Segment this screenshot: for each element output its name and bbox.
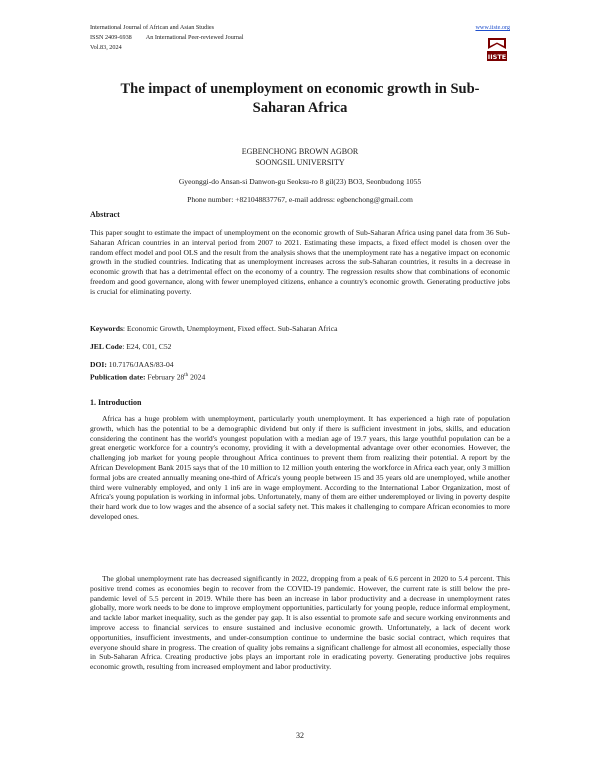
pubdate-label: Publication date: [90, 372, 146, 382]
pubdate-value: February 28 [145, 372, 185, 382]
pubdate-sup: th [184, 373, 189, 378]
paper-title: The impact of unemployment on economic growth in Sub-Saharan Africa [120, 81, 480, 116]
svg-text:IISTE: IISTE [487, 53, 507, 61]
doi-line [90, 360, 174, 370]
journal-url-link[interactable]: www.iiste.org [475, 24, 510, 31]
jel-value: : E24, C01, C52 [122, 342, 172, 351]
keywords-line [90, 324, 337, 334]
keywords-label: Keywords [90, 324, 123, 333]
journal-header [90, 23, 510, 73]
intro-paragraph-2: The global unemployment rate has decreased significantly in 2022, dropping from a peak of 6.6 percent in 2020 to 5.4 percent. This positive trend comes as economies begin to recover from the COVID-19 pandemic. However, the current rate is still below the pre-pandemic level of 5.5 percent in 2019. While there has been an increase in labor productivity and a decrease in unemployment rates globally, more work needs to be done to improve employment opportunities, particularly for young people, reduce informal employment, and tackle labor market inequality, such as the gender pay gap. It is also essential to promote safe and secure working environments and improve access to financial services to ensure sustained and inclusive economic growth. Unfortunately, a lack of decent work opportunities, insufficient investments, and under-consumption continue to undermine the basic social contract, which requires that everyone should share in progress. The creation of quality jobs remains a significant challenge for almost all economies, especially those in Sub-Saharan Africa. Creating productive jobs plays an important role in eradicating poverty. Generating productive jobs requires economic growth, resulting from increased employment and labor productivity. [90, 574, 510, 672]
section-heading: 1. Introduction [90, 398, 142, 407]
intro-paragraph-1: Africa has a huge problem with unemployment, particularly youth unemployment. It has experienced a high rate of population growth, which has the potential to be a demographic dividend but only if there is sufficient investment in jobs, skills, and education considering the continent has the world's youngest population with a median age of 19.7 years, this large youthful population can be a great energetic workforce for a country's economy, providing it with a developmental advantage over other economies. However, the challenging job market for young people throughout Africa continues to prevent them from realizing their potential. A report by the African Development Bank 2015 says that of the 10 million to 12 million youth entering the workforce in Africa each year, only 3 million formal jobs are created annually meaning one-third of Africa's young people between 15 and 35 years old are unemployed, while another third were vulnerably employed, and only 1 in6 are in wage employment. According to the International Labor Organization, most of Africa's young population is working in informal jobs. Unfortunately, many of them are either underemployed or living in poverty despite their hard work due to low wages and the absence of a social safety net. This makes it challenging to compare African economies to more developed ones. [90, 414, 510, 521]
pubdate-line [90, 371, 205, 383]
peer-review-label: An International Peer-reviewed Journal [145, 34, 244, 41]
doi-value: 10.7176/JAAS/83-04 [106, 360, 174, 369]
volume: Vol.83, 2024 [90, 44, 122, 51]
doi-label: DOI: [90, 360, 107, 369]
author-address: Gyeonggi-do Ansan-si Danwon-gu Seoksu-ro 8 gil(23) BO3, Seonbudong 1055 [178, 177, 422, 186]
issn-line [90, 33, 510, 43]
jel-label: JEL Code [90, 342, 123, 351]
author-name: EGBENCHONG BROWN AGBOR [241, 147, 359, 156]
journal-name: International Journal of African and Asian Studies [90, 24, 215, 31]
author-contact: Phone number: +821048837767, e-mail address: egbenchong@gmail.com [187, 195, 413, 204]
jel-line [90, 342, 171, 352]
page-number: 32 [296, 731, 304, 740]
issn: ISSN 2409-6938 [90, 34, 132, 41]
iiste-logo-icon [486, 36, 508, 62]
pubdate-year: 2024 [188, 372, 206, 382]
abstract-text: This paper sought to estimate the impact of unemployment on the economic growth of Sub-Saharan Africa using panel data from 36 Sub-Saharan African countries in an interval period from 2007 to 2021. Estimating these impacts, a fixed effect model is chosen over the random effect model and pool OLS and the result from the analysis shows that the unemployment rate has a negative impact on economic growth in the studied countries. Indicating that as unemployment increases across the sub-Saharan countries, it results in a decrease in economic growth that has a detrimental effect on the economy of a country. The regression results show that combinations of economic freedom and good governance, along with fewer unemployed citizens, enhance a country's economic growth. Generating productive jobs is crucial for eliminating poverty. [90, 228, 510, 296]
abstract-heading: Abstract [90, 210, 120, 219]
author-affiliation: SOONGSIL UNIVERSITY [255, 158, 345, 167]
keywords-value: : Economic Growth, Unemployment, Fixed effect. Sub-Saharan Africa [122, 324, 338, 333]
